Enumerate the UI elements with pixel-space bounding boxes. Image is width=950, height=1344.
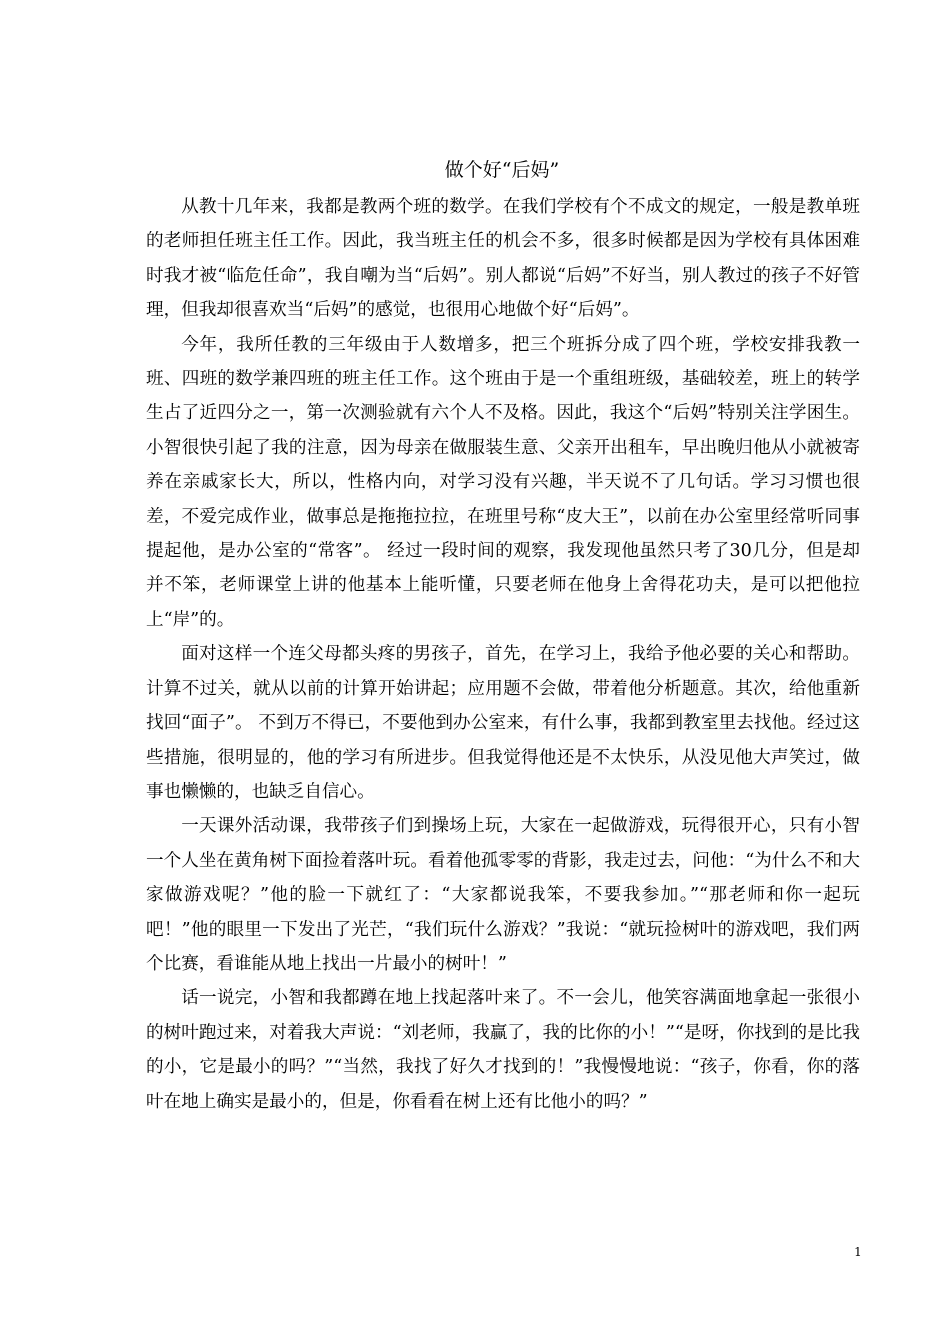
paragraph-4: 一天课外活动课，我带孩子们到操场上玩，大家在一起做游戏，玩得很开心，只有小智一个人坐在黄角树下面捡着落叶玩。看着他孤零零的背影，我走过去，问他：“为什么不和大家做游戏呢？”他的脸一下就红了：“大家都说我笨，不要我参加。”“那老师和你一起玩吧！”他的眼里一下发出了光芒，“我们玩什么游戏？”我说：“就玩捡树叶的游戏吧，我们两个比赛，看谁能从地上找出一片最小的树叶！” xyxy=(146,816,860,974)
paragraph-2: 今年，我所任教的三年级由于人数增多，把三个班拆分成了四个班，学校安排我教一班、四班的数学兼四班的班主任工作。这个班由于是一个重组班级，基础较差，班上的转学生占了近四分之一，第一次测验就有六个人不及格。因此，我这个“后妈”特别关注学困生。小智很快引起了我的注意，因为母亲在做服装生意、父亲开出租车，早出晚归他从小就被寄养在亲戚家长大，所以，性格内向，对学习没有兴趣，半天说不了几句话。学习习惯也很差，不爱完成作业，做事总是拖拖拉拉，在班里号称“皮大王”，以前在办公室里经常听同事提起他，是办公室的“常客”。 经过一段时间的观察，我发现他虽然只考了30几分，但是却并不笨，老师课堂上讲的他基本上能听懂，只要老师在他身上舍得花功夫，是可以把他拉上“岸”的。 xyxy=(146,334,860,630)
document-body xyxy=(146,190,860,1119)
document-title: 做个好“后妈” xyxy=(444,159,560,181)
paragraph-3: 面对这样一个连父母都头疼的男孩子，首先，在学习上，我给予他必要的关心和帮助。计算不过关，就从以前的计算开始讲起；应用题不会做，带着他分析题意。其次，给他重新找回“面子”。 不到万不得已，不要他到办公室来，有什么事，我都到教室里去找他。经过这些措施，很明显的，他的学习有所进步。但我觉得他还是不太快乐，从没见他大声笑过，做事也懒懒的，也缺乏自信心。 xyxy=(146,644,860,802)
paragraph-5: 话一说完，小智和我都蹲在地上找起落叶来了。不一会儿，他笑容满面地拿起一张很小的树叶跑过来，对着我大声说：“刘老师，我赢了，我的比你的小！”“是呀，你找到的是比我的小，它是最小的吗？”“当然，我找了好久才找到的！”我慢慢地说：“孩子，你看，你的落叶在地上确实是最小的，但是，你看看在树上还有比他小的吗？” xyxy=(146,988,860,1112)
paragraph-1: 从教十几年来，我都是教两个班的数学。在我们学校有个不成文的规定，一般是教单班的老师担任班主任工作。因此，我当班主任的机会不多，很多时候都是因为学校有具体困难时我才被“临危任命”，我自嘲为当“后妈”。别人都说“后妈”不好当，别人教过的孩子不好管理，但我却很喜欢当“后妈”的感觉，也很用心地做个好“后妈”。 xyxy=(146,197,860,321)
page-number: 1 xyxy=(854,1245,862,1259)
